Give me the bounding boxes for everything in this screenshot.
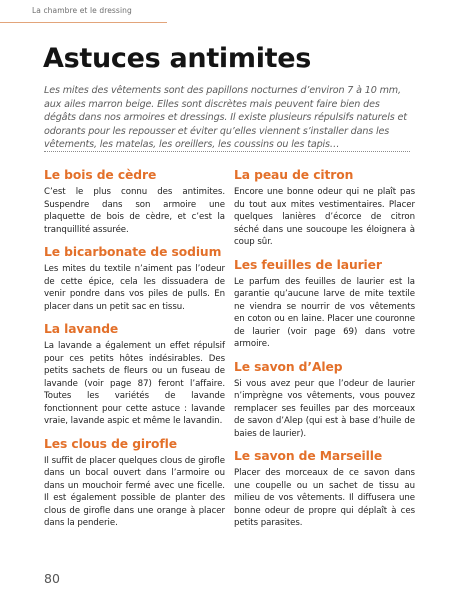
section-lavande xyxy=(44,322,225,428)
section-text: Les mites du textile n’aiment pas l’odeur de cette épice, cela les dissuadera de venir pondre dans vos piles de pulls. En placer dans un petit sac en tissu. xyxy=(44,264,225,312)
section-heading: Le bicarbonate de sodium xyxy=(44,245,222,259)
section-clous-de-girofle xyxy=(44,437,225,530)
running-head-label: La chambre et le dressing xyxy=(32,6,132,15)
intro-paragraph: Les mites des vêtements sont des papillons nocturnes d’environ 7 à 10 mm, aux ailes marron beige. Elles sont discrètes mais peuvent faire bien des dégâts dans nos armoires et dressings. Il existe plusieurs répulsifs naturels et odorants pour les repousser et éviter qu’elles viennent s’installer dans les vêtements, les matelas, les oreillers, les coussins ou les tapis… xyxy=(44,85,407,151)
right-column xyxy=(234,168,415,539)
section-savon-d-alep xyxy=(234,360,415,441)
section-bois-de-cedre xyxy=(44,168,225,236)
section-text: Placer des morceaux de ce savon dans une coupelle ou un sachet de tissu au milieu de vos vêtements. Il diffusera une bonne odeur de propre qui déplaît à ces petits parasites. xyxy=(234,468,415,528)
section-heading: La peau de citron xyxy=(234,168,354,182)
section-heading: La lavande xyxy=(44,322,119,336)
page-number: 80 xyxy=(44,571,60,586)
section-heading: Les clous de girofle xyxy=(44,436,177,451)
section-peau-de-citron xyxy=(234,168,415,249)
section-heading: Le bois de cèdre xyxy=(44,168,157,182)
section-text: Encore une bonne odeur qui ne plaît pas du tout aux mites vestimentaires. Placer quelques lanières d’écorce de citron séché dans une soucoupe les éloignera à coup sûr. xyxy=(234,187,415,247)
section-feuilles-de-laurier xyxy=(234,258,415,351)
left-column xyxy=(44,168,225,539)
running-head xyxy=(0,0,167,23)
section-text: Si vous avez peur que l’odeur de laurier n’imprègne vos vêtements, vous pouvez remplacer ses feuilles par des morceaux de savon d’Alep (qui est à base d’huile de baies de laurier). xyxy=(234,378,415,439)
section-text: C’est le plus connu des antimites. Suspendre dans son armoire une plaquette de bois de cèdre, et c’est la tranquillité assurée. xyxy=(44,187,225,235)
section-savon-de-marseille xyxy=(234,449,415,530)
page-title: Astuces antimites xyxy=(43,43,312,74)
section-heading: Les feuilles de laurier xyxy=(234,257,382,272)
dotted-divider xyxy=(44,151,410,152)
section-text: La lavande a également un effet répulsif pour ces petits hôtes indésirables. Des petits sachets de fleurs ou un fuseau de lavande (voir page 87) feront l’affaire. Toutes les variétés de lavande fonctionnent pour cette astuce : lavande vraie, lavande aspic et même le lavandin. xyxy=(44,341,225,426)
section-bicarbonate xyxy=(44,245,225,313)
section-heading: Le savon d’Alep xyxy=(234,359,343,374)
section-text: Le parfum des feuilles de laurier est la garantie qu’aucune larve de mite textile ne viendra se nourrir de vos vêtements en coton ou en laine. Placer une couronne de laurier (voir page 69) dans votre armoire. xyxy=(234,276,415,349)
section-heading: Le savon de Marseille xyxy=(234,449,383,463)
section-text: Il suffit de placer quelques clous de girofle dans un bocal ouvert dans l’armoire ou dans un mouchoir fermé avec une ficelle. Il est également possible de planter des clous de girofle dans une orange à placer dans la penderie. xyxy=(44,455,225,528)
